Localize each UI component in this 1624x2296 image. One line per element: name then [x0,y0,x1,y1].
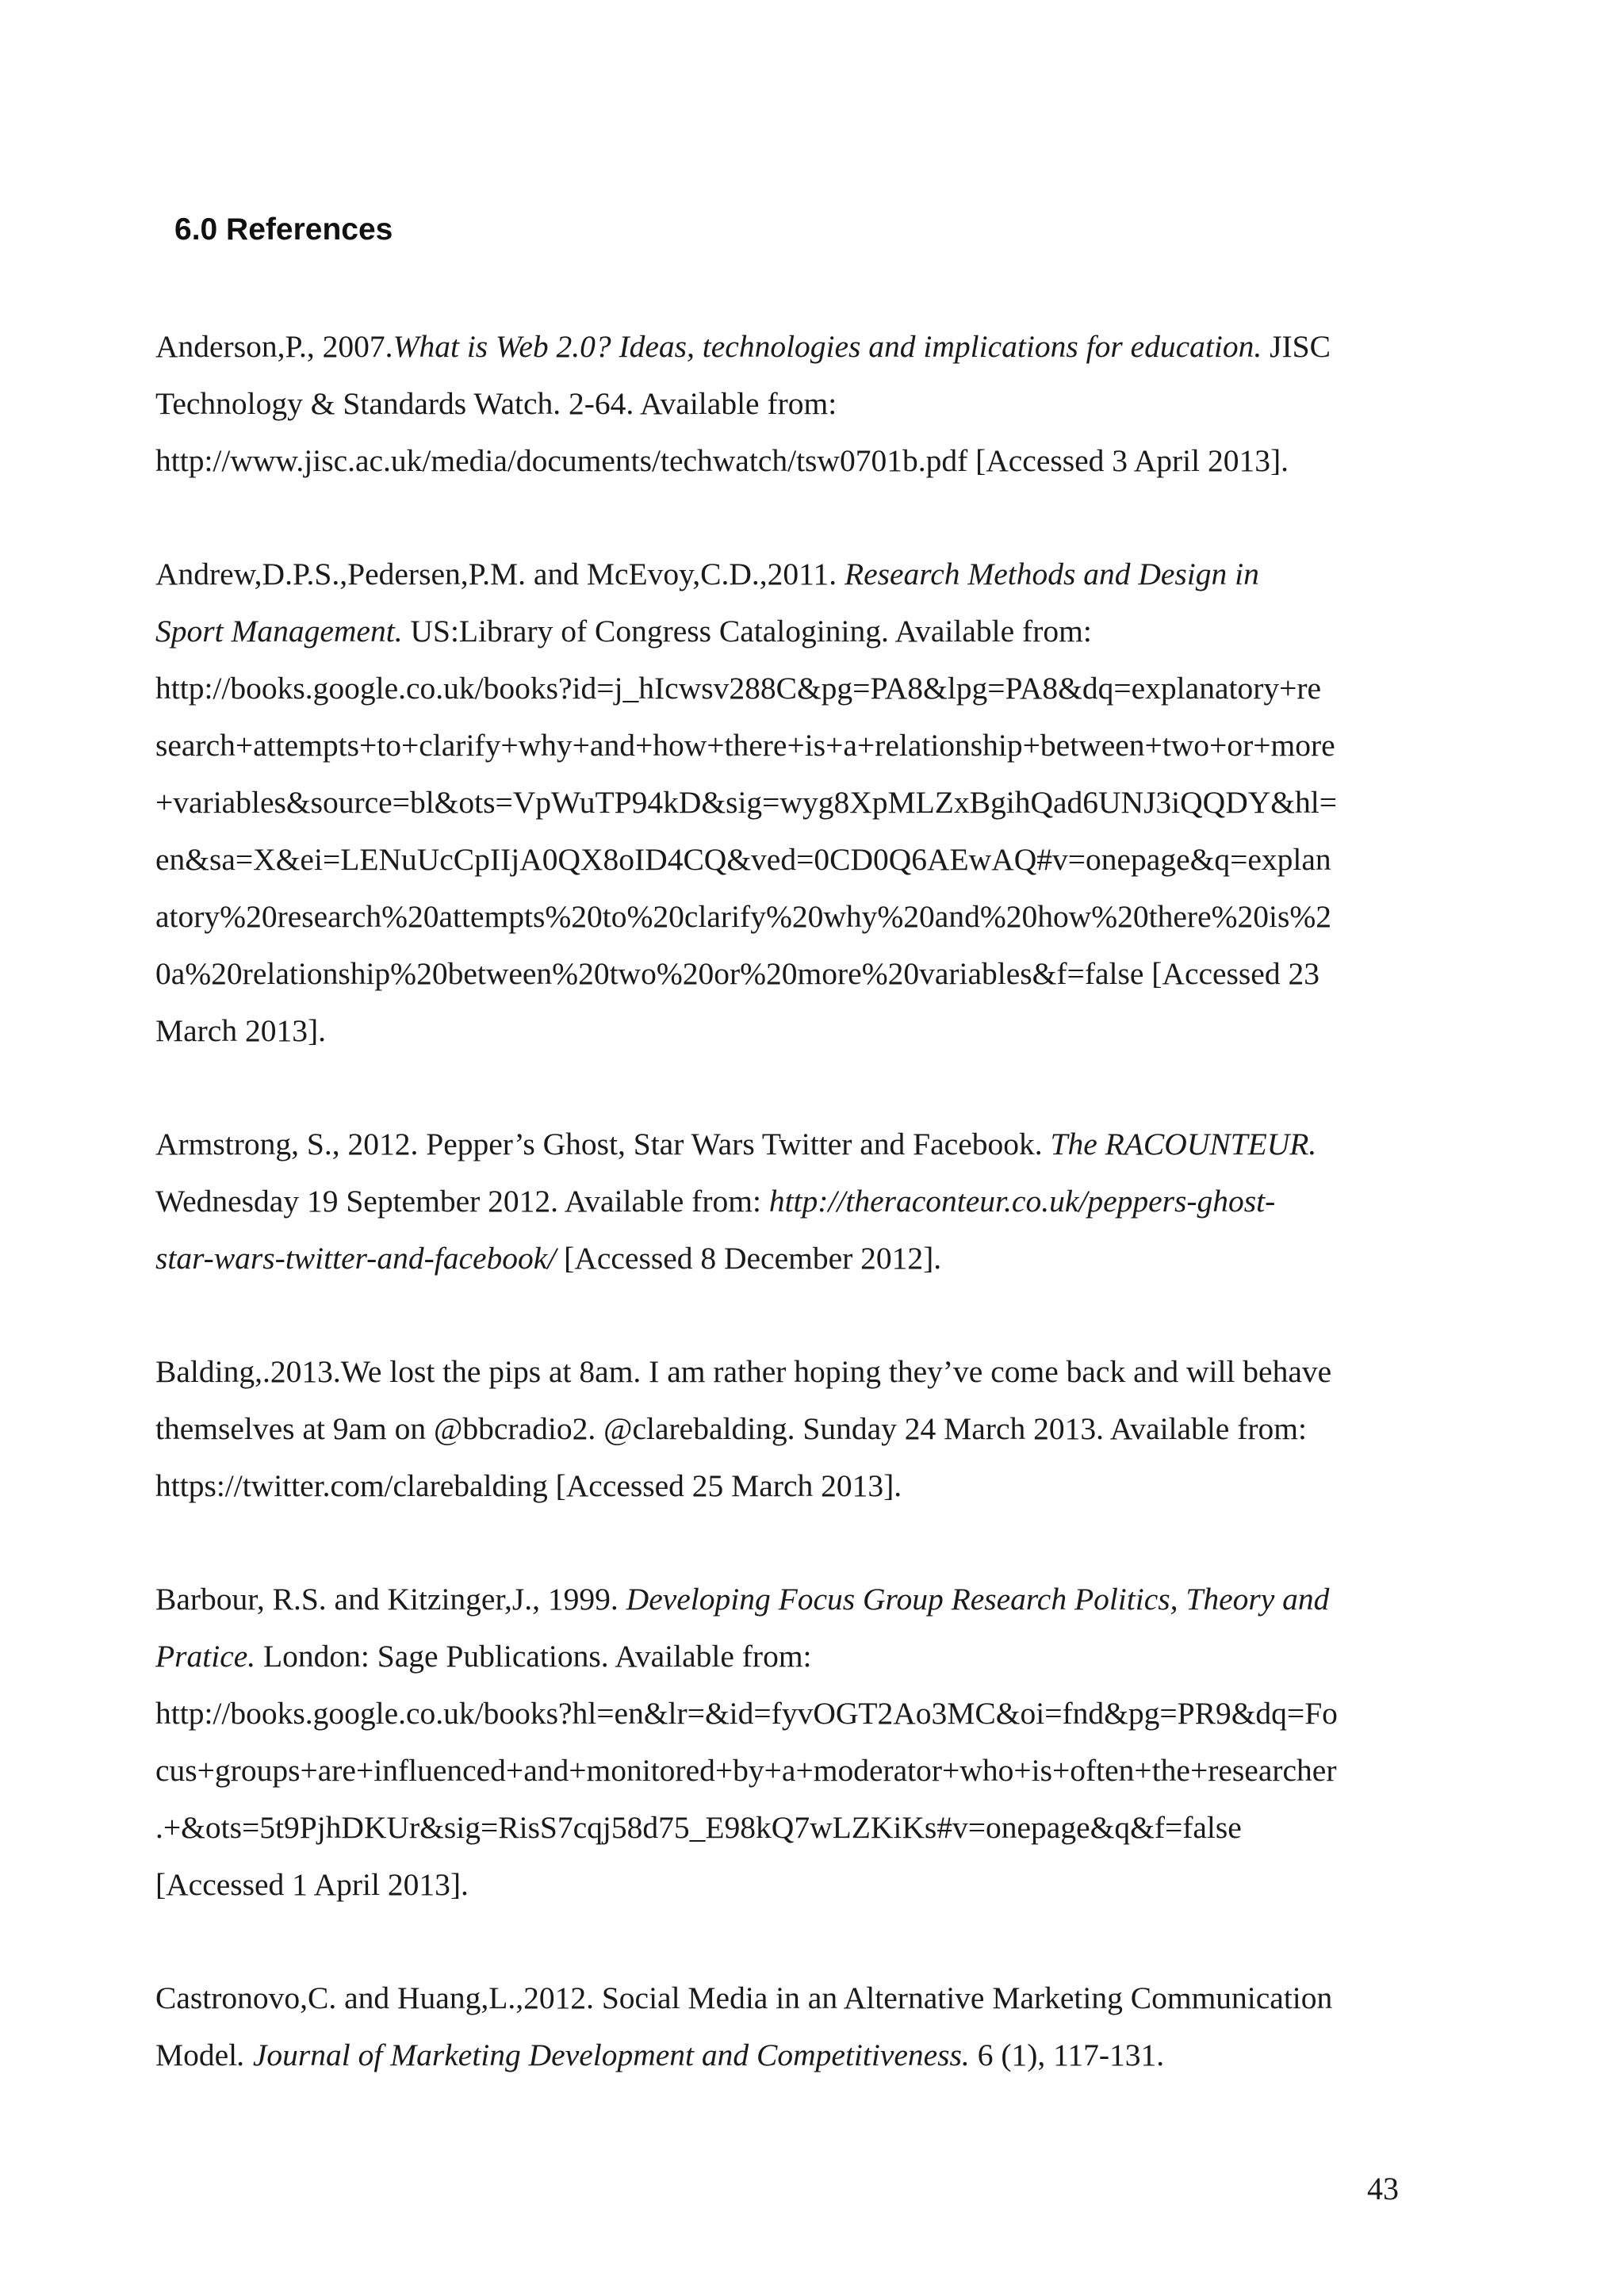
reference-text: http://books.google.co.uk/books?id=j_hIcwsv288C&pg=PA8&lpg=PA8&dq=explanatory+re [155,671,1322,706]
reference-text: March 2013]. [155,1013,326,1048]
reference-line [155,1685,1424,1742]
reference-line [155,717,1424,774]
reference-line [155,831,1424,888]
reference-italic-text: http://theraconteur.co.uk/peppers-ghost- [768,1184,1276,1219]
reference-text: Balding,.2013.We lost the pips at 8am. I am rather hoping they’ve come back and will behave [155,1354,1332,1389]
reference-text: cus+groups+are+influenced+and+monitored+by+a+moderator+who+is+often+the+researcher [155,1753,1337,1788]
reference-text: https://twitter.com/clarebalding [Accessed 25 March 2013]. [155,1468,902,1503]
reference-text: .+&ots=5t9PjhDKUr&sig=RisS7cqj58d75_E98kQ7wLZKiKs#v=onepage&q&f=false [155,1810,1242,1845]
reference-line [155,1969,1424,2026]
reference-entry [155,1343,1424,1514]
reference-text: [Accessed 1 April 2013]. [155,1867,469,1902]
reference-text: search+attempts+to+clarify+why+and+how+there+is+a+relationship+between+two+or+more [155,728,1335,763]
reference-text: http://www.jisc.ac.uk/media/documents/techwatch/tsw0701b.pdf [Accessed 3 April 2013]. [155,443,1289,478]
reference-line [155,1343,1424,1400]
reference-line [155,945,1424,1002]
reference-line [155,660,1424,717]
reference-line [155,774,1424,831]
reference-text: Wednesday 19 September 2012. Available from: [155,1184,769,1219]
reference-entry [155,545,1424,1059]
reference-line [155,545,1424,603]
reference-line [155,2026,1424,2084]
reference-line [155,1173,1424,1230]
reference-line [155,375,1424,432]
reference-text: US:Library of Congress Catalogining. Available from: [402,614,1092,649]
reference-text: Armstrong, S., 2012. Pepper’s Ghost, Star Wars Twitter and Facebook. [155,1127,1051,1161]
reference-italic-text: Pratice. [155,1639,256,1674]
reference-text: 6 (1), 117-131. [969,2038,1165,2072]
reference-text: [Accessed 8 December 2012]. [556,1241,942,1276]
reference-italic-text: . Journal of Marketing Development and Competitiveness. [237,2038,970,2072]
reference-text: Technology & Standards Watch. 2-64. Available from: [155,386,837,421]
reference-line [155,1628,1424,1685]
reference-text: +variables&source=bl&ots=VpWuTP94kD&sig=wyg8XpMLZxBgihQad6UNJ3iQQDY&hl= [155,785,1337,820]
reference-text: London: Sage Publications. Available from: [255,1639,812,1674]
reference-text: JISC [1262,329,1331,364]
reference-list [155,318,1424,2140]
reference-text: atory%20research%20attempts%20to%20clarify%20why%20and%20how%20there%20is%2 [155,899,1332,934]
reference-line [155,432,1424,489]
reference-text: en&sa=X&ei=LENuUcCpIIjA0QX8oID4CQ&ved=0CD0Q6AEwAQ#v=onepage&q=explan [155,842,1331,877]
reference-text: Castronovo,C. and Huang,L.,2012. Social Media in an Alternative Marketing Communication [155,1980,1333,2015]
reference-line [155,1115,1424,1173]
reference-entry [155,1571,1424,1913]
reference-entry [155,1115,1424,1287]
reference-italic-text: Sport Management. [155,614,403,649]
reference-line [155,1457,1424,1514]
reference-text: themselves at 9am on @bbcradio2. @clarebalding. Sunday 24 March 2013. Available from: [155,1411,1307,1446]
reference-entry [155,1969,1424,2084]
reference-line [155,1400,1424,1457]
reference-line [155,1571,1424,1628]
page-number: 43 [1367,2171,1399,2206]
reference-italic-text: star-wars-twitter-and-facebook/ [155,1241,557,1276]
reference-text: Andrew,D.P.S.,Pedersen,P.M. and McEvoy,C.D.,2011. [155,557,845,591]
reference-text: http://books.google.co.uk/books?hl=en&lr=&id=fyvOGT2Ao3MC&oi=fnd&pg=PR9&dq=Fo [155,1696,1338,1731]
reference-text: Model [155,2038,238,2072]
section-heading: 6.0 References [174,212,393,247]
reference-line [155,888,1424,945]
reference-italic-text: What is Web 2.0? Ideas, technologies and implications for education. [393,329,1262,364]
reference-line [155,1230,1424,1287]
reference-text: Anderson,P., 2007. [155,329,393,364]
reference-line [155,1002,1424,1059]
reference-italic-text: The RACOUNTEUR. [1050,1127,1317,1161]
reference-line [155,1856,1424,1913]
reference-italic-text: Research Methods and Design in [844,557,1259,591]
reference-text: 0a%20relationship%20between%20two%20or%20more%20variables&f=false [Accessed 23 [155,956,1320,991]
reference-italic-text: Developing Focus Group Research Politics, Theory and [626,1582,1330,1617]
reference-line [155,318,1424,375]
reference-text: Barbour, R.S. and Kitzinger,J., 1999. [155,1582,626,1617]
reference-line [155,603,1424,660]
reference-line [155,1799,1424,1856]
reference-line [155,1742,1424,1799]
reference-entry [155,318,1424,489]
